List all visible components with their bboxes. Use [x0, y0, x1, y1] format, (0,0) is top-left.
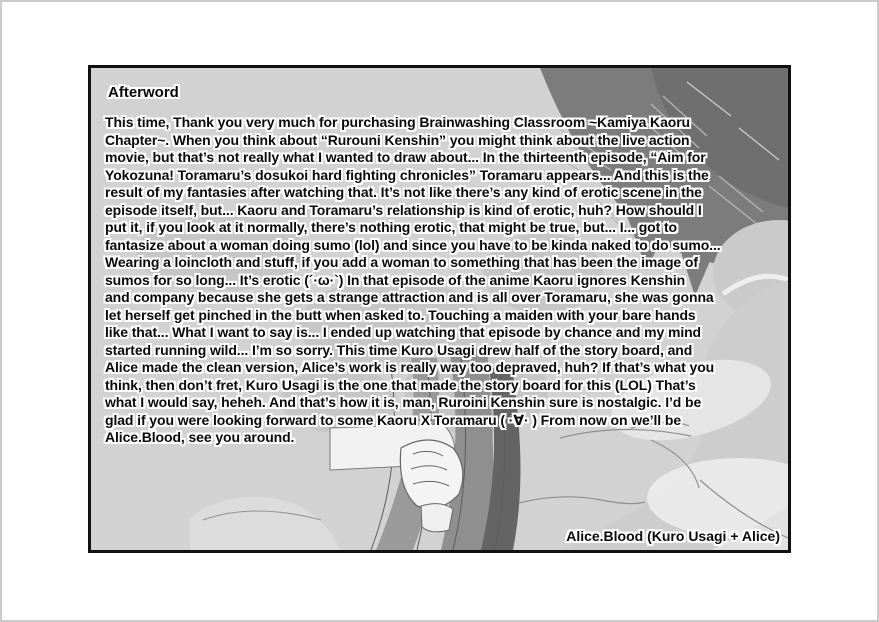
body-line: glad if you were looking forward to some Kaoru X Toramaru ( ·∀· ) From now on we’ll be — [105, 411, 682, 428]
body-line: what I would say, heheh. And that’s how it is, man, Ruroini Kenshin sure is nostalgic. I’d be — [105, 394, 702, 410]
body-line: result of my fantasies after watching that. It’s not like there’s any kind of erotic scene in the — [105, 184, 702, 200]
body-line: episode itself, but... Kaoru and Toramaru’s relationship is kind of erotic, huh? How should I — [105, 201, 702, 218]
body-line: Wearing a loincloth and stuff, if you add a woman to something that has been the image of — [105, 254, 698, 270]
body-line: fantasize about a woman doing sumo (lol) and since you have to be kinda naked to do sumo... — [105, 236, 721, 253]
afterword-box — [88, 65, 791, 553]
afterword-heading: Afterword — [108, 84, 179, 101]
body-line: and company because she gets a strange attraction and is all over Toramaru, she was gonna — [105, 289, 714, 305]
body-line: Alice made the clean version, Alice’s work is really way too depraved, huh? If that’s what you — [105, 359, 715, 375]
afterword-body — [105, 114, 781, 447]
body-line: like that... What I want to say is... I ended up watching that episode by chance and my mind — [105, 324, 702, 340]
body-line: started running wild... I’m so sorry. This time Kuro Usagi drew half of the story board, and — [105, 341, 693, 358]
body-line: let herself get pinched in the butt when asked to. Touching a maiden with your bare hands — [105, 306, 696, 323]
body-line: This time, Thank you very much for purchasing Brainwashing Classroom ~Kamiya Kaoru — [105, 114, 691, 130]
body-line: Chapter~. When you think about “Rurouni Kenshin” you might think about the live action — [105, 131, 690, 148]
body-line: put it, if you look at it normally, there’s nothing erotic, that might be true, but... I... got to — [105, 219, 677, 235]
body-line: sumos for so long... It’s erotic (´·ω·`) In that episode of the anime Kaoru ignores Kenshin — [105, 271, 686, 288]
body-line: think, then don’t fret, Kuro Usagi is the one that made the story board for this (LOL) That’s — [105, 376, 696, 393]
body-line: Yokozuna! Toramaru’s dosukoi hard fighting chronicles” Toramaru appears... And this is the — [105, 166, 709, 183]
bottom-left-shape — [190, 497, 340, 550]
body-line: movie, but that’s not really what I wanted to draw about... In the thirteenth episode, “Aim for — [105, 149, 706, 165]
credit-signature: Alice.Blood (Kuro Usagi + Alice) — [566, 528, 780, 544]
body-line: Alice.Blood, see you around. — [105, 429, 295, 445]
